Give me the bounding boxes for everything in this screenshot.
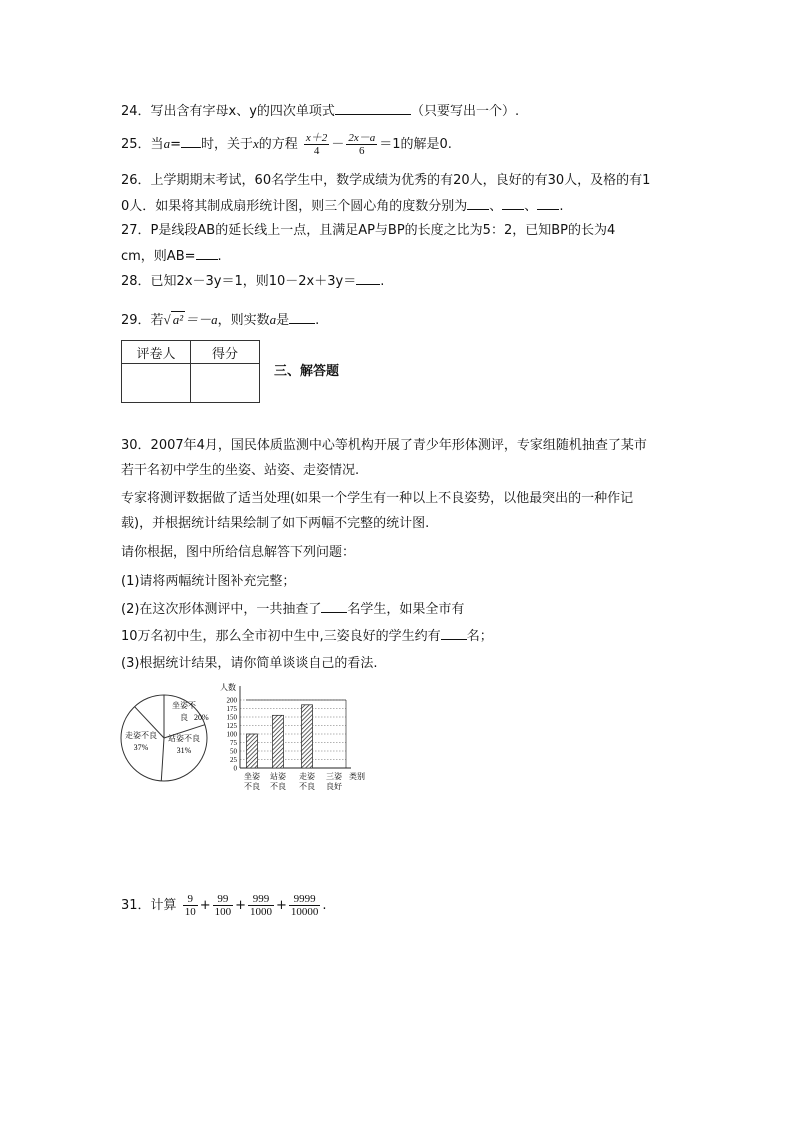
question-number: 24． — [121, 104, 151, 119]
y-tick-label: 0 — [233, 764, 237, 773]
fraction-sum — [181, 893, 323, 918]
fraction-denominator: 6 — [359, 145, 365, 157]
fraction-numerator: 99 — [213, 893, 234, 906]
fraction-denominator: 100 — [214, 906, 232, 918]
fraction — [183, 893, 198, 918]
y-tick-label: 125 — [226, 722, 237, 730]
question-number: 29．若 — [121, 313, 164, 328]
x-tick-label: 走姿 — [299, 772, 315, 781]
answer-blank[interactable] — [441, 627, 467, 640]
question-text: 名学生，如果全市有 — [347, 602, 465, 617]
fraction-denominator: 4 — [313, 145, 320, 157]
y-tick-label: 150 — [226, 713, 237, 722]
math-symbol: ＝－a — [185, 312, 218, 327]
fraction-numerator: x＋2 — [305, 132, 328, 144]
question-text: 的解是0. — [400, 137, 452, 152]
question-30-line-4: 载)，并根据统计结果绘制了如下两幅不完整的统计图. — [121, 516, 430, 531]
punctuation: . — [380, 274, 385, 289]
question-29 — [121, 311, 319, 330]
fraction-numerator: 999 — [248, 893, 274, 906]
bar — [247, 734, 258, 768]
question-27-line-1: 27．P是线段AB的延长线上一点，且满足AP与BP的长度之比为5：2，已知BP的长为4 — [121, 223, 616, 238]
math-variable: a — [269, 312, 277, 327]
question-number: 31．计算 — [121, 898, 177, 913]
x-tick-label: 站姿 — [270, 772, 286, 781]
question-27-line-2 — [121, 247, 222, 266]
fraction-numerator: 9999 — [289, 893, 321, 906]
pie-slice-name: 走姿不良 — [125, 731, 157, 740]
fraction-denominator: 1000 — [250, 906, 272, 918]
answer-blank[interactable] — [321, 600, 347, 613]
question-30-line-5: 请你根据，图中所给信息解答下列问题： — [121, 545, 356, 560]
question-30-line-6: (1)请将两幅统计图补充完整； — [121, 574, 296, 589]
pie-chart — [121, 695, 209, 781]
question-26-line-1: 26．上学期期末考试，60名学生中，数学成绩为优秀的有20人，良好的有30人，及格的有1 — [121, 173, 651, 188]
question-text: 时，关于 — [200, 137, 253, 152]
question-30-line-3: 专家将测评数据做了适当处理(如果一个学生有一种以上不良姿势，以他最突出的一种作记 — [121, 491, 634, 506]
score-table-grader-cell[interactable] — [122, 364, 191, 403]
score-table-header-score: 得分 — [191, 341, 260, 364]
question-24 — [121, 102, 519, 121]
score-table — [121, 340, 260, 403]
answer-blank[interactable] — [502, 197, 524, 210]
question-31 — [121, 893, 327, 918]
answer-blank[interactable] — [181, 135, 201, 148]
fraction — [304, 132, 329, 157]
question-text: 28．已知2x－3y＝1，则10－2x＋3y＝ — [121, 274, 357, 289]
question-text: ，则实数 — [217, 313, 270, 328]
bar — [302, 705, 313, 768]
score-table-header-grader: 评卷人 — [122, 341, 191, 364]
pie-slice-name: 坐姿不 — [172, 701, 196, 710]
question-text: cm，则AB= — [121, 249, 196, 264]
question-text: 10万名初中生，那么全市初中生中,三姿良好的学生约有 — [121, 629, 441, 644]
answer-blank[interactable] — [289, 311, 315, 324]
y-tick-label: 25 — [230, 756, 237, 764]
fraction — [248, 893, 274, 918]
question-30-line-1: 30．2007年4月，国民体质监测中心等机构开展了青少年形体测评，专家组随机抽查了某市 — [121, 438, 647, 453]
pie-slice-percent: 37% — [133, 743, 149, 752]
separator: 、 — [524, 199, 538, 214]
question-text: 的方程 — [258, 137, 298, 152]
bar — [273, 715, 284, 768]
fraction-denominator: 10 — [184, 906, 196, 918]
y-tick-label: 75 — [230, 739, 237, 747]
fraction-numerator: 9 — [183, 893, 198, 906]
question-text: 0人．如果将其制成扇形统计图，则三个圆心角的度数分别为 — [121, 199, 468, 214]
bar-chart — [220, 682, 365, 791]
punctuation: . — [217, 249, 222, 264]
fraction — [289, 893, 321, 918]
x-tick-label: 不良 — [299, 782, 315, 791]
math-symbol: ＝1 — [379, 137, 401, 152]
fraction-numerator: 2x－a — [348, 132, 376, 144]
question-30-line-8 — [121, 627, 493, 646]
x-tick-label: 不良 — [244, 782, 260, 791]
y-tick-label: 100 — [226, 730, 237, 739]
plus-sign: + — [199, 898, 211, 913]
question-text: 是 — [276, 313, 290, 328]
question-25 — [121, 132, 452, 157]
pie-slice-percent: 20% — [194, 713, 209, 722]
question-text: 写出含有字母x、y的四次单项式 — [150, 104, 335, 119]
x-tick-label: 三姿 — [326, 772, 342, 781]
x-tick-label: 坐姿 — [244, 772, 260, 781]
radicand: a² — [172, 312, 184, 327]
answer-blank[interactable] — [356, 272, 380, 285]
punctuation: . — [559, 199, 564, 214]
y-axis-label: 人数 — [220, 683, 236, 692]
question-30-line-2: 若干名初中学生的坐姿、站姿、走姿情况. — [121, 463, 360, 478]
x-tick-label: 良好 — [326, 782, 342, 791]
y-tick-label: 200 — [226, 696, 237, 705]
y-tick-label: 50 — [230, 747, 237, 756]
question-26-line-2 — [121, 197, 563, 216]
x-tick-label: 不良 — [270, 782, 286, 791]
fraction-denominator: 10000 — [290, 906, 319, 918]
answer-blank[interactable] — [467, 197, 489, 210]
question-text: (2)在这次形体测评中，一共抽查了 — [121, 602, 322, 617]
math-symbol: = — [170, 137, 181, 152]
question-text: 当 — [150, 137, 164, 152]
question-30-line-9: (3)根据统计结果，请你简单谈谈自己的看法. — [121, 656, 378, 671]
math-variable: a — [163, 136, 171, 151]
punctuation: . — [322, 898, 327, 913]
x-axis-label: 类别 — [349, 772, 365, 781]
math-symbol: － — [331, 137, 345, 152]
y-tick-label: 175 — [226, 705, 237, 713]
statistics-charts — [118, 675, 388, 800]
question-30-line-7 — [121, 600, 464, 619]
answer-blank[interactable] — [335, 102, 411, 115]
punctuation: . — [315, 313, 320, 328]
pie-slice-percent: 31% — [176, 746, 192, 755]
fraction — [213, 893, 234, 918]
answer-blank[interactable] — [537, 197, 559, 210]
score-table-score-cell[interactable] — [191, 364, 260, 403]
question-text: （只要写出一个）. — [410, 104, 520, 119]
plus-sign: + — [276, 898, 287, 913]
square-root: √ a² — [163, 312, 184, 327]
fraction — [346, 132, 377, 157]
separator: 、 — [489, 199, 503, 214]
pie-slice-name: 站姿不良 — [168, 734, 200, 743]
question-28 — [121, 272, 384, 291]
math-variable: x — [252, 136, 259, 151]
section-title: 三、解答题 — [274, 364, 340, 379]
question-text: 名； — [466, 629, 493, 644]
question-number: 25． — [121, 137, 151, 152]
pie-slice-name: 良 — [180, 713, 188, 722]
answer-blank[interactable] — [196, 247, 218, 260]
plus-sign: + — [235, 898, 246, 913]
